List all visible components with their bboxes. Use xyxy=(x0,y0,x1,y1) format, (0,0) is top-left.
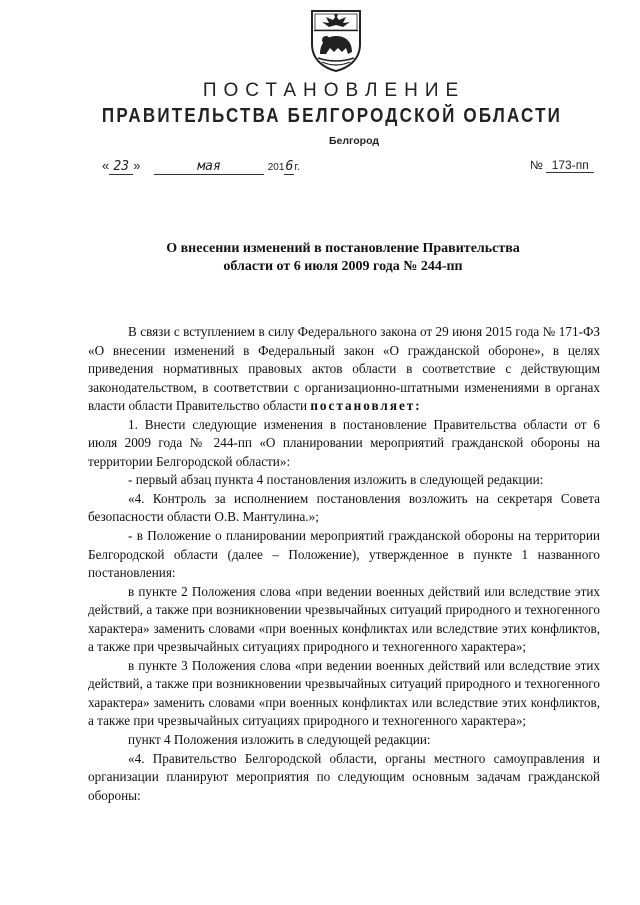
number-prefix: № xyxy=(530,158,543,172)
date-month: мая xyxy=(154,160,264,175)
date-year-prefix: 201 xyxy=(267,162,285,173)
paragraph-point-3: в пункте 3 Положения слова «при ведении военных действий или вследствие этих действий, а также при возникновении чрезвычайных ситуаций природного и техногенного характера» заменить словами «при военных конфликтах или вследствие этих конфликтов, а также при чрезвычайных ситуациях природного и техногенного характера»; xyxy=(88,657,600,729)
document-body xyxy=(88,323,600,805)
document-title-line2: области от 6 июля 2009 года № 244-пп xyxy=(223,259,463,274)
document-title xyxy=(60,240,626,276)
document-date xyxy=(102,158,300,175)
date-year-digit: 6 xyxy=(285,159,294,174)
date-open-quote: « xyxy=(102,158,110,173)
preamble-text: В связи с вступлением в силу Федерального закона от 29 июня 2015 года № 171-ФЗ «О внесении изменений в Федеральный закон «О гражданской обороне», в целях приведения нормативных правовых актов области в соответствие с действующим законодательством, в соответствии с организационно-штатными изменениями в органах власти области Правительство области xyxy=(88,324,600,414)
coat-of-arms-icon xyxy=(308,8,364,72)
date-day: 23 xyxy=(109,160,133,175)
city-label: Белгород xyxy=(328,135,380,147)
paragraph-amend-2: - в Положение о планировании мероприятий гражданской обороны на территории Белгородской области (далее – Положение), утвержденное в пункте 1 названного постановления: xyxy=(88,528,600,581)
paragraph-point-4-text: «4. Правительство Белгородской области, органы местного самоуправления и организации планируют мероприятия по следующим основным задачам гражданской обороны: xyxy=(88,750,600,803)
paragraph-item-1: 1. Внести следующие изменения в постановление Правительства области от 6 июля 2009 года № 244-пп «О планировании мероприятий гражданской обороны на территории Белгородской области»: xyxy=(88,416,600,469)
number-value: 173-пп xyxy=(546,158,594,173)
paragraph-point-2: в пункте 2 Положения слова «при ведении военных действий или вследствие этих действий, а также при возникновении чрезвычайных ситуаций природного и техногенного характера» заменить словами «при военных конфликтах или вследствие этих конфликтов, а также при чрезвычайных ситуациях природного и техногенного характера»; xyxy=(88,583,600,655)
date-year-suffix: г. xyxy=(294,161,301,173)
date-close-quote: » xyxy=(133,158,141,173)
paragraph-amend-1: - первый абзац пункта 4 постановления изложить в следующей редакции: xyxy=(128,472,544,488)
resolution-keyword: постановляет: xyxy=(310,398,422,414)
issuer-title: ПРАВИТЕЛЬСТВА БЕЛГОРОДСКОЙ ОБЛАСТИ xyxy=(101,104,563,127)
document-type-title: ПОСТАНОВЛЕНИЕ xyxy=(202,80,466,101)
document-number xyxy=(530,158,594,173)
document-title-line1: О внесении изменений в постановление Правительства xyxy=(166,241,520,256)
paragraph-point-4-intro: пункт 4 Положения изложить в следующей редакции: xyxy=(128,732,431,748)
paragraph-preamble xyxy=(88,323,600,416)
paragraph-quote-4: «4. Контроль за исполнением постановления возложить на секретаря Совета безопасности области О.В. Мантулина.»; xyxy=(88,490,600,525)
